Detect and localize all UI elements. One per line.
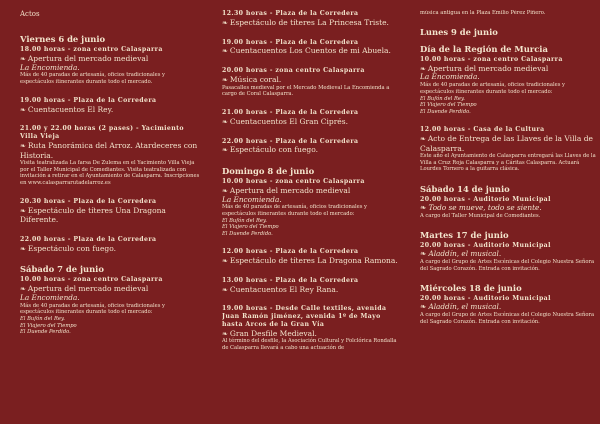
day-title: Viernes 6 de junio <box>20 34 106 44</box>
event-title: Apertura del mercado medieval <box>27 284 149 293</box>
event-title: Apertura del mercado medieval <box>229 185 351 195</box>
event <box>420 295 596 325</box>
event <box>20 46 200 86</box>
mask-icon: ❧ <box>20 285 26 293</box>
event-title: Cuentacuentos Los Cuentos de mi Abuela. <box>229 46 391 56</box>
event <box>20 276 200 335</box>
event-emphasis-line <box>420 73 596 82</box>
event <box>420 56 596 115</box>
event-description: A cargo del Grupo de Artes Escénicas del Colegio Nuestra Señora del Sagrado Corazón. Entrada con invitación. <box>420 258 595 272</box>
event-title-line <box>20 105 200 115</box>
event-title: Apertura del mercado medieval <box>27 53 149 63</box>
event-time-place: 12.30 horas - Plaza de la Corredera <box>222 10 359 17</box>
mask-icon: ❧ <box>20 206 26 215</box>
event <box>222 10 400 28</box>
event-emphasis: Aladdín, el musical. <box>428 302 502 312</box>
event-title: Espectáculo de títeres La Dragona Ramona. <box>229 256 398 265</box>
event-title: Ruta Panorámica del Arroz. Atardeceres con Historia. <box>20 140 198 160</box>
event-title: Gran Desfile Medieval. <box>229 328 317 338</box>
event <box>222 67 400 98</box>
event-description: Visita teatralizada La farsa De Zulema en el Yacimiento Villa Vieja por el Taller Municipal de Comediantes. Visita teatralizada con invitación a retirar en el Ayuntamiento de Calasparra. Inscripciones en www.calasparrarutadelarroz.es <box>20 159 200 187</box>
event-description: Al término del desfile, la Asociación Cultural y Folclórica Rondalla de Calasparra llevará a cabo una actuación de <box>222 338 397 351</box>
event-sub-item: El Viajero del Tiempo <box>222 224 279 231</box>
continued-text: música antigua en la Plaza Emilio Pérez Piñero. <box>420 10 546 16</box>
mask-icon: ❧ <box>420 249 429 259</box>
event <box>20 198 200 225</box>
event-time-place: 19.00 horas - Plaza de la Corredera <box>222 38 359 46</box>
event-emphasis: La Encomienda. <box>222 194 282 204</box>
mask-icon: ❧ <box>222 329 228 338</box>
event-sub-item: El Duende Perdido. <box>20 329 71 335</box>
event-description: Este año el Ayuntamiento de Calasparra entregará las Llaves de la Villa a Cruz Roja Calasparra y a Cáritas Calasparra. Actuará Lourdes Tornero a la guitarra clásica. <box>420 152 596 173</box>
day-block <box>20 264 200 335</box>
event <box>20 236 200 254</box>
event <box>222 178 400 237</box>
mask-icon: ❧ <box>420 202 429 212</box>
event-time-place: 10.00 horas - zona centro Calasparra <box>20 276 163 284</box>
day-block <box>420 184 596 219</box>
event-emphasis: La Encomienda. <box>20 62 80 72</box>
event-time-place: 20.00 horas - Auditorio Municipal <box>420 196 551 204</box>
mask-icon: ❧ <box>20 244 26 253</box>
event-time-place: 20.00 horas - zona centro Calasparra <box>222 67 365 74</box>
event-description: Más de 40 paradas de artesanía, oficios tradicionales y espectáculos itinerantes durante todo el mercado: <box>420 82 565 95</box>
event-title-line <box>222 285 400 295</box>
day-block <box>420 283 596 325</box>
event-emphasis-line <box>420 250 596 259</box>
event-title-line <box>222 75 400 85</box>
day-title: Domingo 8 de junio <box>222 166 315 176</box>
event-emphasis-line <box>222 196 400 205</box>
event-title: Espectáculo con fuego. <box>27 243 116 253</box>
event-sub-item: El Bufón del Rey. <box>20 316 65 322</box>
event <box>420 242 596 272</box>
event-description: Pasacalles medieval por el Mercado Medieval La Encomienda a cargo de Coral Calasparra. <box>222 84 390 98</box>
event-emphasis: Aladdín, el musical. <box>428 249 502 259</box>
event-time-place: 21.00 y 22.00 horas (2 pases) - Yacimiento Villa Vieja <box>20 125 184 140</box>
day-block <box>222 166 400 352</box>
event-time-place: 13.00 horas - Plaza de la Corredera <box>222 276 359 284</box>
mask-icon: ❧ <box>222 257 228 265</box>
event-sub-item: El Bufón del Rey. <box>420 95 465 102</box>
day-block <box>20 34 200 253</box>
day-title: Sábado 7 de junio <box>20 264 104 275</box>
column-3 <box>420 10 596 424</box>
event-description: Más de 40 paradas de artesanía, oficios tradicionales y espectáculos itinerantes durante todo el mercado: <box>20 302 165 316</box>
event-time-place: 20.30 horas - Plaza de la Corredera <box>20 197 157 205</box>
event <box>222 248 400 266</box>
section-title: Actos <box>20 10 40 18</box>
event <box>20 97 200 115</box>
day-subtitle: Día de la Región de Murcia <box>420 43 548 54</box>
mask-icon: ❧ <box>420 302 429 312</box>
mask-icon: ❧ <box>222 117 228 126</box>
event-time-place: 10.00 horas - zona centro Calasparra <box>222 178 365 185</box>
event-description: A cargo del Grupo de Artes Escénicas del Colegio Nuestra Señora del Sagrado Corazón. Entrada con invitación. <box>420 311 595 325</box>
event <box>222 138 400 156</box>
event-sub-item: El Viajero del Tiempo <box>420 102 477 108</box>
day-title: Lunes 9 de junio <box>420 26 498 37</box>
event-time-place: 20.00 horas - Auditorio Municipal <box>420 242 551 250</box>
event-time-place: 12.00 horas - Plaza de la Corredera <box>222 248 359 256</box>
event-title: Cuentacuentos El Rey. <box>27 104 114 114</box>
event-description: Más de 40 paradas de artesanía, oficios tradicionales y espectáculos itinerantes durante todo el mercado. <box>20 72 165 85</box>
event-emphasis-line <box>420 303 596 312</box>
event-time-place: 10.00 horas - zona centro Calasparra <box>420 55 563 63</box>
event <box>222 109 400 127</box>
event-time-place: 21.00 horas - Plaza de la Corredera <box>222 109 359 116</box>
event-emphasis: Todo se mueve, todo se siente. <box>428 202 542 212</box>
mask-icon: ❧ <box>222 186 228 195</box>
mask-icon: ❧ <box>420 134 426 143</box>
event-title-line <box>222 46 400 56</box>
event-title: Música coral. <box>229 74 282 84</box>
event <box>420 126 596 173</box>
event-title-line <box>222 256 400 266</box>
event-title: Espectáculo de títeres La Princesa Triste. <box>229 17 389 27</box>
event-title: Espectáculo con fuego. <box>229 145 318 155</box>
event <box>222 305 400 352</box>
event-title-line <box>222 117 400 127</box>
event-title-line <box>20 244 200 254</box>
event-description: Más de 40 paradas de artesanía, oficios tradicionales y espectáculos itinerantes durante todo el mercado: <box>222 204 367 217</box>
event-title-line <box>222 329 400 339</box>
event-title-line <box>420 134 596 153</box>
column-2 <box>222 10 400 424</box>
event-time-place: 19.00 horas - Desde Calle textiles, avenida Juan Ramón jiménez, avenida 1º de Mayo hasta Arcos de la Gran Vía <box>222 305 387 328</box>
event <box>222 39 400 57</box>
event-emphasis: La Encomienda. <box>420 72 480 82</box>
event-time-place: 22.00 horas - Plaza de la Corredera <box>222 137 359 145</box>
mask-icon: ❧ <box>20 54 26 63</box>
event <box>420 196 596 219</box>
event-emphasis-line <box>20 294 200 303</box>
event-title-line <box>20 206 200 225</box>
event-title: Cuentacuentos El Rey Rana. <box>229 284 339 294</box>
event-sub-item: El Duende Perdido. <box>420 108 471 115</box>
mask-icon: ❧ <box>222 18 228 27</box>
event-title-line <box>222 145 400 155</box>
event-time-place: 18.00 horas - zona centro Calasparra <box>20 46 163 53</box>
mask-icon: ❧ <box>420 64 426 73</box>
event-title: Espectáculo de títeres Una Dragona Diferente. <box>20 205 166 225</box>
event-emphasis-line <box>20 64 200 73</box>
event-sub-item: El Duende Perdido. <box>222 230 273 237</box>
event-time-place: 12.00 horas - Casa de la Cultura <box>420 126 545 133</box>
event-title-line <box>222 18 400 28</box>
mask-icon: ❧ <box>222 146 228 155</box>
event-title: Acto de Entrega de las Llaves de la Villa de Calasparra. <box>420 133 593 153</box>
event-time-place: 20.00 horas - Auditorio Municipal <box>420 295 551 303</box>
mask-icon: ❧ <box>20 105 26 114</box>
event-title-line <box>20 141 200 160</box>
event-sub-item: El Viajero del Tiempo <box>20 322 77 329</box>
event-title: Apertura del mercado medieval <box>427 63 549 73</box>
event <box>222 277 400 295</box>
mask-icon: ❧ <box>222 75 228 84</box>
day-block <box>222 10 400 155</box>
day-title: Miércoles 18 de junio <box>420 283 522 294</box>
event-emphasis-line <box>420 204 596 213</box>
day-title: Martes 17 de junio <box>420 230 509 241</box>
event-time-place: 22.00 horas - Plaza de la Corredera <box>20 235 157 243</box>
event-title: Cuentacuentos El Gran Ciprés. <box>229 116 348 126</box>
day-title: Sábado 14 de junio <box>420 184 510 195</box>
event-sub-item: El Bufón del Rey. <box>222 217 267 224</box>
mask-icon: ❧ <box>20 141 26 150</box>
mask-icon: ❧ <box>222 285 228 294</box>
event-description: A cargo del Taller Municipal de Comediantes. <box>420 212 541 219</box>
day-block <box>420 230 596 272</box>
event-emphasis: La Encomienda. <box>20 292 80 302</box>
mask-icon: ❧ <box>222 47 228 56</box>
event-time-place: 19.00 horas - Plaza de la Corredera <box>20 96 157 104</box>
column-1 <box>20 10 200 424</box>
day-block <box>420 27 596 173</box>
event <box>20 125 200 187</box>
